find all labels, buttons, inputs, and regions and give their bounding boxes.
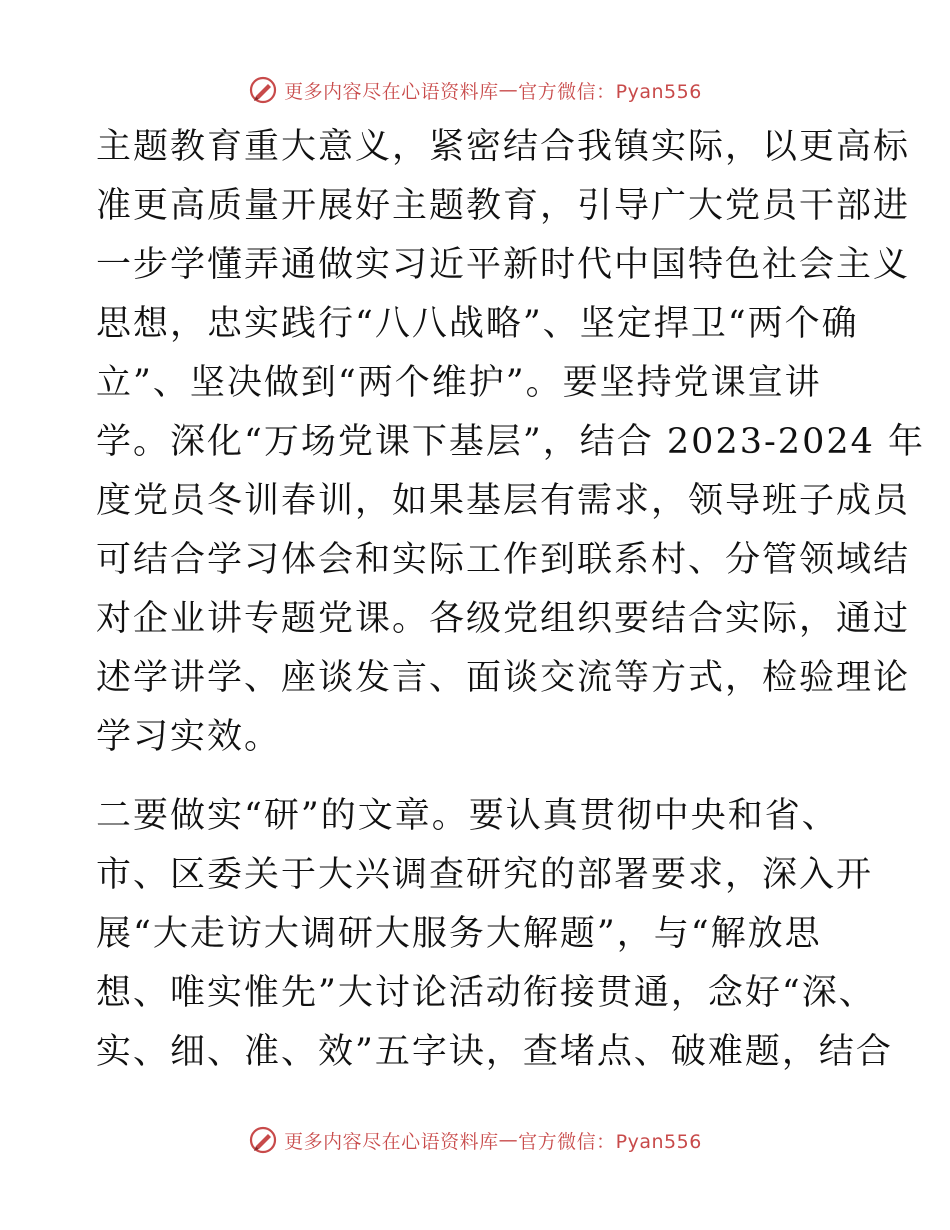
watermark-contact: 官方微信：Pyan556 [518,1130,702,1153]
header-watermark [0,72,950,108]
text-line: 学。深化“万场党课下基层”，结合 2023-2024 年 [96,422,926,462]
document-body [96,118,926,1082]
text-line: 可结合学习体会和实际工作到联系村、分管领域结 [96,540,911,580]
text-line: 度党员冬训春训，如果基层有需求，领导班子成员 [96,481,911,521]
text-line: 学习实效。 [96,717,282,757]
text-line: 展“大走访大调研大服务大解题”，与“解放思 [96,914,822,954]
watermark-separator: — [498,1129,519,1151]
text-line: 对企业讲专题党课。各级党组织要结合实际，通过 [96,599,911,639]
text-line: 市、区委关于大兴调查研究的部署要求，深入开 [96,855,874,895]
watermark-separator: — [498,79,519,101]
text-line: 一步学懂弄通做实习近平新时代中国特色社会主义 [96,245,911,285]
text-line: 立”、坚决做到“两个维护”。要坚持党课宣讲 [96,363,822,403]
watermark-text: 更多内容尽在心语资料库 [284,80,499,103]
paragraph-2 [96,787,893,1082]
footer-watermark [0,1122,950,1158]
pen-logo-icon [248,1125,278,1155]
watermark-text: 更多内容尽在心语资料库 [284,1130,499,1153]
text-line: 实、细、准、效”五字诀，查堵点、破难题，结合 [96,1032,893,1072]
text-line: 思想，忠实践行“八八战略”、坚定捍卫“两个确 [96,304,859,344]
text-line: 准更高质量开展好主题教育，引导广大党员干部进 [96,186,911,226]
watermark-contact: 官方微信：Pyan556 [518,80,702,103]
paragraph-1 [96,118,926,767]
pen-logo-icon [248,75,278,105]
text-line: 述学讲学、座谈发言、面谈交流等方式，检验理论 [96,658,911,698]
text-line: 主题教育重大意义，紧密结合我镇实际，以更高标 [96,127,911,167]
text-line: 想、唯实惟先”大讨论活动衔接贯通，念好“深、 [96,973,876,1013]
text-line: 二要做实“研”的文章。要认真贯彻中央和省、 [96,796,839,836]
